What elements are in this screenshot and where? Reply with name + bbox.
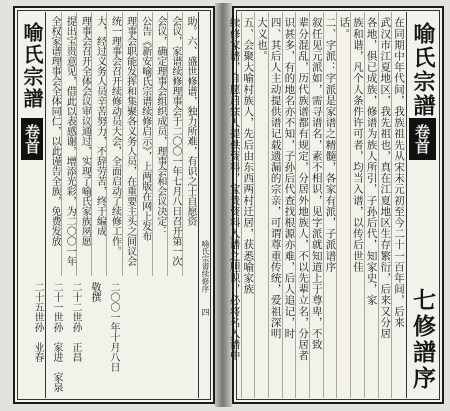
signature-line: 二十五世孙 业春 — [32, 282, 43, 362]
text-column: 二、字派：字派是家谱之精髓，各家有派，子派谱序 — [323, 12, 337, 398]
text-column: 助。六、盛世修谱，独力所难，有识之士自愿资 — [182, 12, 197, 276]
date-text: 二〇〇一年十月八日 — [108, 282, 119, 372]
text-column: 提出宝贵意见，借此以表感谢，增添光彩，为二〇〇一年 — [61, 12, 76, 276]
right-volume-band: 卷首 — [409, 118, 436, 160]
closing-text: 敬撰 — [89, 282, 100, 302]
text-column: 理事会召开全体会议审议通过，实现了喻氏家族夙愿 — [76, 12, 91, 276]
text-column: 公告《新安喻氏宗谱续修启示》，上两版在网上发布 — [137, 12, 152, 276]
text-column: 武汉市江夏地区，我先祖也，真在江夏地区生存繁衍，后来又分居 — [378, 12, 392, 398]
signature-line: 二十二世孙 正昌 — [70, 282, 81, 362]
left-volume-band: 卷首 — [21, 118, 43, 160]
right-text-columns — [228, 12, 405, 398]
text-column: 会议，确定理事会组织成员，理事会和会议决定： — [152, 12, 167, 276]
text-column: 在同期中年代间，我族祖先从宋末元初至今二十一百年间，后来 — [391, 12, 405, 398]
text-column: 四、其后人主动提供谱记载遗漏的宗亲，可谓尊重传统，爱祖深明 — [268, 12, 282, 398]
text-column: 辈分混乱，历代族谱都有规定，分居外地族人，不以先辈立名，分居者 — [295, 12, 309, 398]
center-column-title: 喻氏宗谱续修序 — [201, 240, 210, 293]
text-column: 大，经过义务人员辛苦努力，不辞劳苦，终于编成 — [91, 12, 106, 276]
text-column: 全权家谱理事会全体同仁，以此谨告全族，免费发放 — [49, 16, 61, 246]
page-center-column — [198, 12, 210, 398]
page-number: 四 — [201, 308, 210, 316]
text-column: 五、会聚大喻村族人，先后由东西两村迁居，获悉喻家族 — [241, 12, 255, 398]
text-column: 叙任见元派如，需寻谱名，素不相识，见字派就知道上于尊卑，不致 — [309, 12, 323, 398]
right-page — [228, 6, 444, 404]
text-column: 统一理事会召开续修动员大会，全面启动了续修工作。 — [106, 12, 121, 276]
right-section-title: 七修譜序 — [409, 288, 436, 392]
left-side-title: 喻氏宗譜 — [20, 22, 44, 110]
left-page — [13, 6, 215, 404]
left-text-columns — [47, 12, 197, 276]
text-column: 会议，家谱续修理事会于二〇〇一年七月八日召开第一次 — [167, 12, 182, 276]
text-column: 续修家谱，自愿启宗人提供资料，宝贵资料入谱之胆识，必将名入谱中 — [228, 17, 241, 362]
right-side-title-column — [406, 12, 438, 398]
signature-block — [32, 282, 123, 396]
date-column — [85, 282, 123, 396]
text-column: 识甚多，有的地名亦不知，子孙后代查找根源亦难，后人追记，时 — [282, 12, 296, 398]
right-body — [228, 12, 405, 398]
text-column: 各地，俱已成族，修谱为族人所引，子孙后代，知家史，家 — [364, 12, 378, 398]
text-column: 族和谐，凡个人条件许可者，均当入谱，以传后世佳 — [350, 12, 364, 398]
text-column: 话。 — [336, 12, 350, 398]
text-column: 理事会职能发挥和集聚各义务人员，在重要主头之间议会 — [122, 12, 137, 276]
signature-line: 二十一世孙 家进 家泉 — [51, 282, 62, 392]
text-column: 大义也。 — [254, 12, 268, 398]
right-side-title: 喻氏宗譜 — [410, 22, 436, 118]
